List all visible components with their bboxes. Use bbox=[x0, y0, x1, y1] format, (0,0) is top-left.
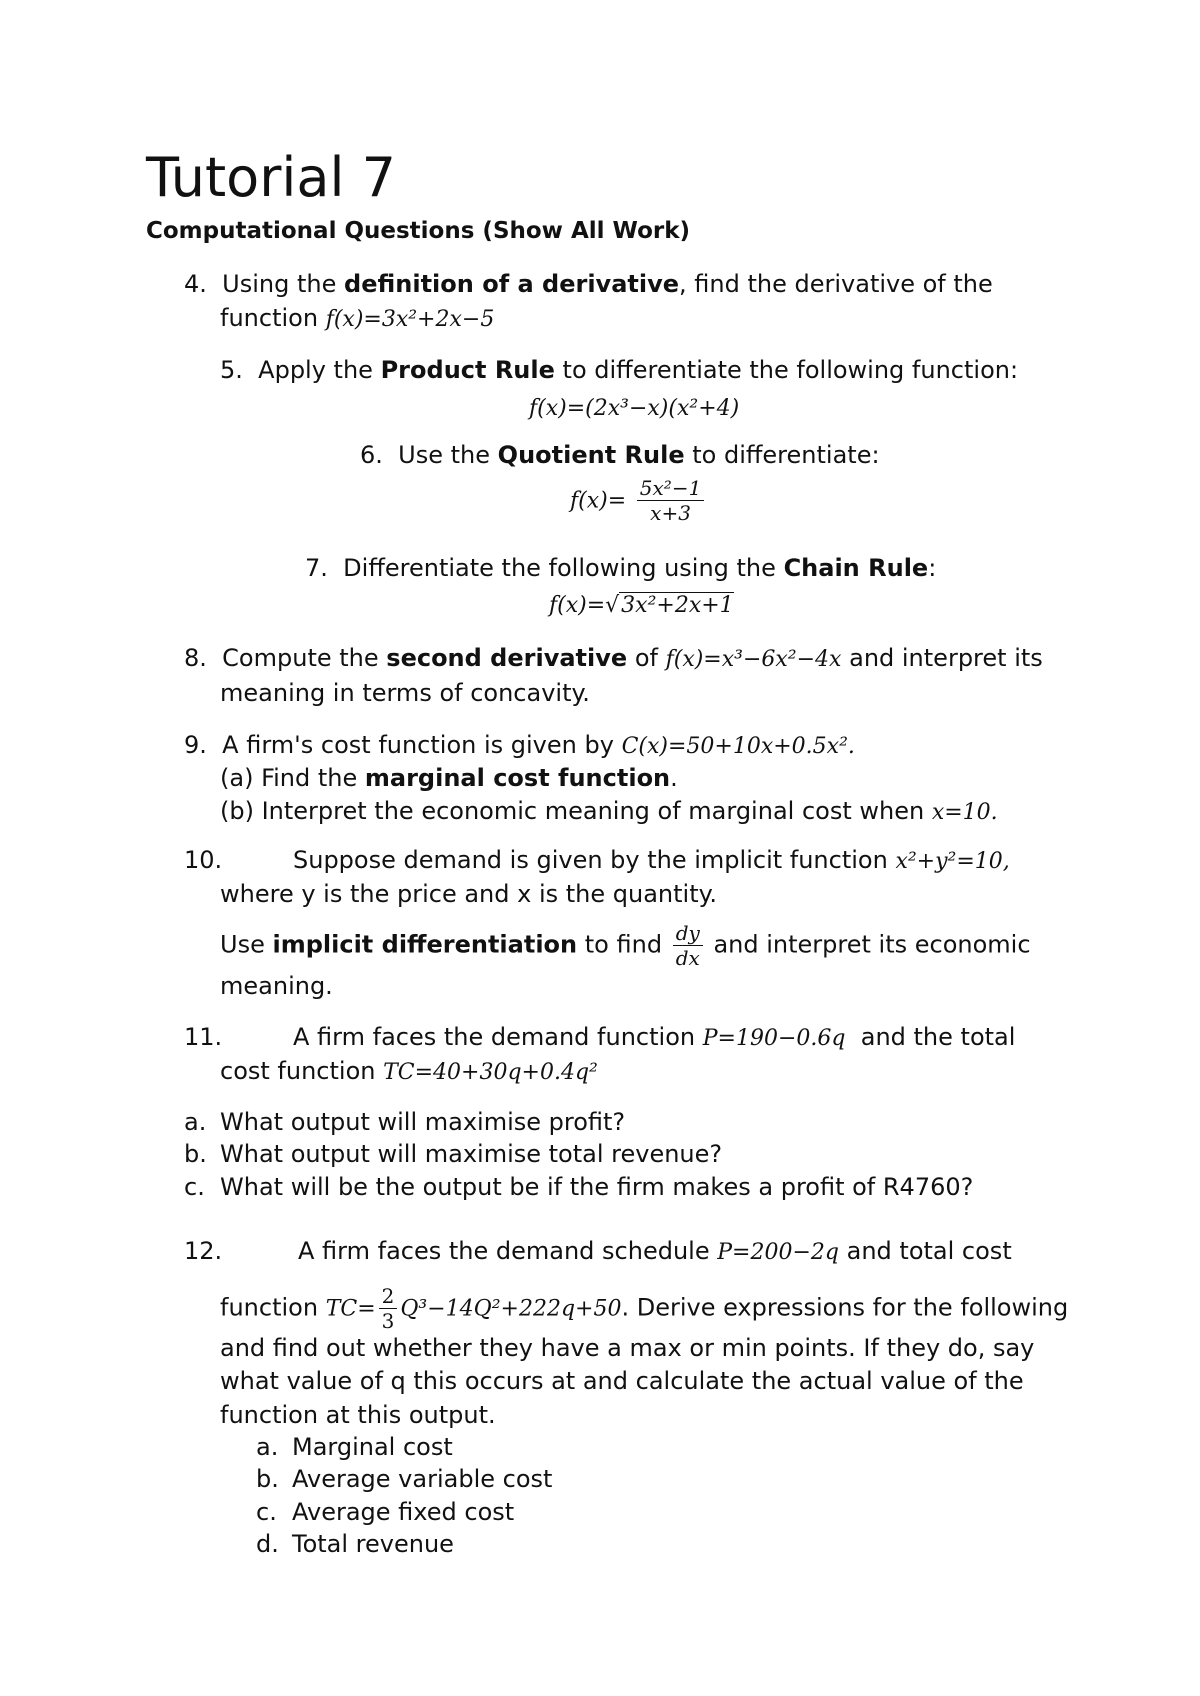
q6-fraction: $\frac{\text{5x²−1}}{x+3}$ bbox=[637, 476, 705, 525]
q11-item-a: a. What output will maximise profit? bbox=[184, 1108, 626, 1136]
q12-item-a: a. Marginal cost bbox=[256, 1433, 453, 1461]
question-10-line1: Suppose demand is given by the implicit function x²+y²=10, bbox=[293, 846, 1010, 874]
question-11-line1: A firm faces the demand function P=190−0.6q and the total bbox=[293, 1023, 1016, 1051]
question-8-line1: 8. Compute the second derivative of f(x)=x³−6x²−4x and interpret its bbox=[184, 644, 1043, 672]
section-heading: Computational Questions (Show All Work) bbox=[146, 218, 691, 244]
question-12-line5: function at this output. bbox=[220, 1401, 496, 1429]
q12-item-b: b. Average variable cost bbox=[256, 1465, 553, 1493]
question-5-formula: f(x)=(2x³−x)(x²+4) bbox=[529, 396, 740, 421]
question-6-line1: 6. Use the Quotient Rule to differentiate: bbox=[360, 441, 880, 469]
question-12-line2: function TC= $\frac{2}{3}$ Q³−14Q²+222q+50. Derive expressions for the following bbox=[220, 1284, 1069, 1333]
question-12-number: 12. bbox=[184, 1237, 223, 1265]
question-11-number: 11. bbox=[184, 1023, 223, 1051]
question-7-formula: f(x)=√3x²+2x+1 bbox=[549, 593, 734, 618]
question-12-line3: and find out whether they have a max or min points. If they do, say bbox=[220, 1334, 1035, 1362]
page-title: Tutorial 7 bbox=[146, 146, 397, 209]
question-9-part-a: (a) Find the marginal cost function. bbox=[220, 764, 678, 792]
question-12-line1: A firm faces the demand schedule P=200−2q and total cost bbox=[298, 1237, 1012, 1265]
q12-item-c: c. Average fixed cost bbox=[256, 1498, 515, 1526]
question-7-line1: 7. Differentiate the following using the Chain Rule: bbox=[305, 554, 937, 582]
question-5-line1: 5. Apply the Product Rule to differentiate the following function: bbox=[220, 356, 1019, 384]
q4-formula: f(x)=3x²+2x−5 bbox=[325, 307, 495, 332]
dy-dx-fraction: $\frac{dy}{dx}$ bbox=[673, 921, 703, 970]
two-thirds-fraction: $\frac{2}{3}$ bbox=[379, 1284, 398, 1333]
q12-item-d: d. Total revenue bbox=[256, 1530, 454, 1558]
question-11-line2: cost function TC=40+30q+0.4q² bbox=[220, 1057, 598, 1085]
question-10-line3: Use implicit differentiation to find $\frac{dy}{dx}$ and interpret its economic bbox=[220, 921, 1031, 970]
q11-item-c: c. What will be the output be if the firm makes a profit of R4760? bbox=[184, 1173, 974, 1201]
question-10-number: 10. bbox=[184, 846, 223, 874]
question-10-line2: where y is the price and x is the quantity. bbox=[220, 880, 718, 908]
question-4-line1: 4. Using the definition of a derivative, find the derivative of the bbox=[184, 270, 993, 298]
question-6-formula: f(x)= $\frac{\text{5x²−1}}{x+3}$ bbox=[570, 476, 707, 525]
question-4-line2: function f(x)=3x²+2x−5 bbox=[220, 304, 495, 332]
question-12-line4: what value of q this occurs at and calculate the actual value of the bbox=[220, 1367, 1024, 1395]
question-8-line2: meaning in terms of concavity. bbox=[220, 679, 590, 707]
question-10-line4: meaning. bbox=[220, 972, 333, 1000]
q11-item-b: b. What output will maximise total revenue? bbox=[184, 1140, 723, 1168]
question-9-part-b: (b) Interpret the economic meaning of marginal cost when x=10. bbox=[220, 797, 998, 825]
question-9-line1: 9. A firm's cost function is given by C(x)=50+10x+0.5x². bbox=[184, 731, 855, 759]
